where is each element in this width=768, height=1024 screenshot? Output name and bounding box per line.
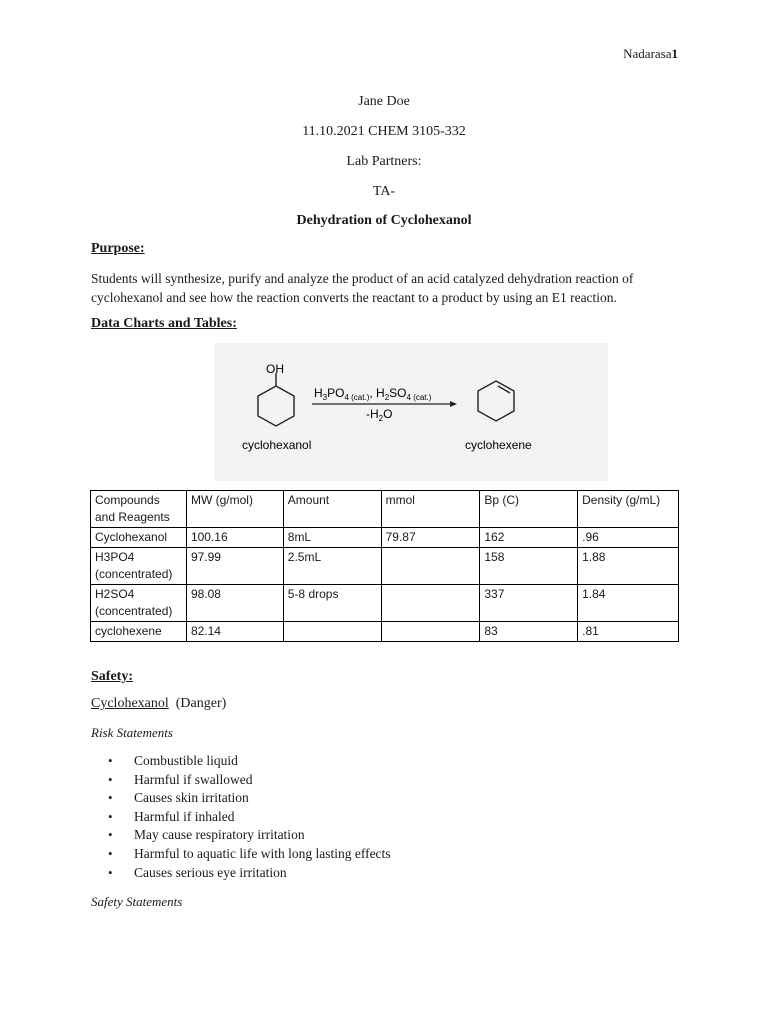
list-item: • Harmful to aquatic life with long lasting effects — [134, 845, 391, 864]
reactant-label: cyclohexanol — [242, 438, 312, 452]
header-name: Nadarasa — [623, 46, 672, 61]
data-heading: Data Charts and Tables: — [91, 316, 237, 331]
table-cell: 5-8 drops — [283, 585, 381, 622]
table-cell: .81 — [578, 622, 679, 642]
reagents-table — [90, 490, 679, 642]
page-number: 1 — [671, 46, 678, 61]
table-cell: Cyclohexanol — [91, 528, 187, 548]
safety-heading: Safety: — [91, 669, 133, 684]
arrow-head-icon — [450, 401, 457, 407]
compound-hazard-line — [91, 696, 226, 712]
risk-statements-list — [110, 752, 391, 882]
table-cell: 162 — [480, 528, 578, 548]
table-cell: 1.84 — [578, 585, 679, 622]
table-cell: 79.87 — [381, 528, 480, 548]
cyclohexanol-structure — [258, 373, 294, 426]
date-course: 11.10.2021 CHEM 3105-332 — [302, 124, 466, 139]
risk-statements-label: Risk Statements — [91, 725, 173, 740]
table-cell: 2.5mL — [283, 548, 381, 585]
list-item: • Harmful if inhaled — [134, 808, 391, 827]
header-cell: Amount — [283, 491, 381, 528]
table-row — [91, 622, 679, 642]
table-cell: 97.99 — [186, 548, 283, 585]
table-cell: cyclohexene — [91, 622, 187, 642]
table-cell — [381, 548, 480, 585]
table-cell: 82.14 — [186, 622, 283, 642]
table-header-row — [91, 491, 679, 528]
table-cell: H3PO4 (concentrated) — [91, 548, 187, 585]
table-cell — [283, 622, 381, 642]
list-item: • Harmful if swallowed — [134, 771, 391, 790]
purpose-line-2: cyclohexanol and see how the reaction converts the reactant to a product by using an E1 reaction. — [91, 290, 617, 305]
cyclohexene-structure — [478, 381, 514, 421]
reagents-label: $H_3PO_{4 (cat.)}$, $H_2SO_{4 (cat.)}$ — [314, 386, 432, 402]
purpose-heading: Purpose: — [91, 241, 145, 256]
report-title: Dehydration of Cyclohexanol — [296, 213, 472, 228]
compound-name: Cyclohexanol — [91, 696, 169, 711]
table-cell: 1.88 — [578, 548, 679, 585]
list-item: • May cause respiratory irritation — [134, 826, 391, 845]
reaction-scheme — [214, 343, 608, 481]
running-header — [623, 46, 678, 62]
header-cell: Bp (C) — [480, 491, 578, 528]
list-item: • Causes skin irritation — [134, 789, 391, 808]
header-cell: mmol — [381, 491, 480, 528]
table-row — [91, 528, 679, 548]
table-cell: 83 — [480, 622, 578, 642]
table-cell: 158 — [480, 548, 578, 585]
product-label: cyclohexene — [465, 438, 532, 452]
table-cell: 8mL — [283, 528, 381, 548]
table-cell: 98.08 — [186, 585, 283, 622]
table-cell: 337 — [480, 585, 578, 622]
list-item: • Combustible liquid — [134, 752, 391, 771]
header-cell: MW (g/mol) — [186, 491, 283, 528]
byproduct-label: $-H_2O$ — [366, 407, 393, 423]
purpose-line-1: Students will synthesize, purify and analyze the product of an acid catalyzed dehydration reaction of — [91, 271, 634, 286]
oh-label: OH — [266, 362, 284, 376]
list-item: • Causes serious eye irritation — [134, 864, 391, 883]
purpose-text — [91, 269, 691, 307]
table-cell: .96 — [578, 528, 679, 548]
hazard-level: (Danger) — [175, 696, 227, 711]
table-cell — [381, 622, 480, 642]
table-row — [91, 585, 679, 622]
safety-statements-label: Safety Statements — [91, 894, 183, 909]
header-cell: Density (g/mL) — [578, 491, 679, 528]
table-cell: H2SO4 (concentrated) — [91, 585, 187, 622]
table-row — [91, 548, 679, 585]
header-cell: Compounds and Reagents — [91, 491, 187, 528]
author-name: Jane Doe — [358, 94, 410, 109]
ta-line: TA- — [372, 184, 396, 199]
table-cell: 100.16 — [186, 528, 283, 548]
lab-partners: Lab Partners: — [346, 154, 422, 169]
table-cell — [381, 585, 480, 622]
